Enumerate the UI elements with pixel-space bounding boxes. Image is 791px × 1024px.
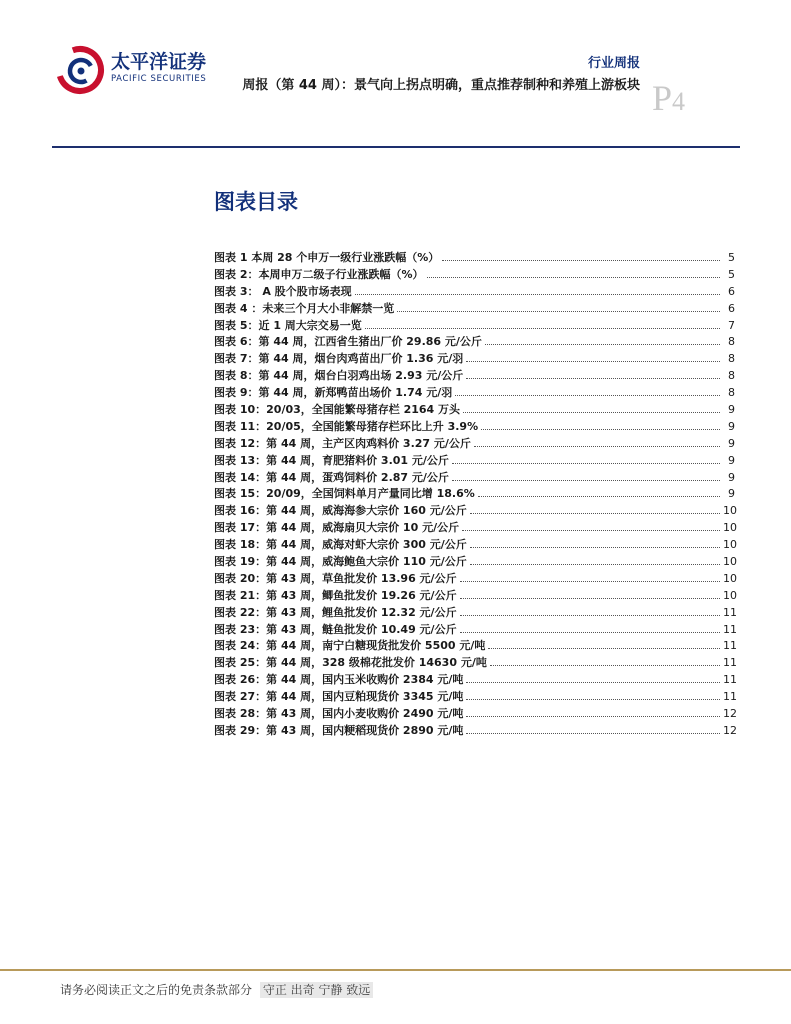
toc-entry[interactable] — [214, 284, 735, 301]
header-divider — [52, 146, 740, 148]
toc-entry-label: 图表 17：第 44 周，威海扇贝大宗价 10 元/公斤 — [214, 521, 460, 535]
toc-dot-leader — [460, 581, 720, 582]
toc-entry[interactable] — [214, 571, 735, 588]
toc-dot-leader — [452, 463, 720, 464]
toc-entry[interactable] — [214, 419, 735, 436]
toc-entry-page: 5 — [728, 251, 735, 264]
toc-entry[interactable] — [214, 402, 735, 419]
toc-entry[interactable] — [214, 250, 735, 267]
toc-entry-label: 图表 8：第 44 周，烟台白羽鸡出场 2.93 元/公斤 — [214, 369, 464, 383]
toc-dot-leader — [466, 361, 720, 362]
toc-entry-page: 10 — [723, 588, 737, 602]
toc-entry-label: 图表 23：第 43 周，鲢鱼批发价 10.49 元/公斤 — [214, 622, 457, 636]
toc-entry[interactable] — [214, 706, 735, 723]
toc-entry-label: 图表 25：第 44 周，328 级棉花批发价 14630 元/吨 — [214, 656, 487, 670]
toc-entry-page: 11 — [723, 673, 737, 687]
toc-entry-label: 图表 28：第 43 周，国内小麦收购价 2490 元/吨 — [214, 707, 464, 721]
toc-entry[interactable] — [214, 537, 735, 554]
toc-entry-label: 图表 24：第 44 周，南宁白糖现货批发价 5500 元/吨 — [214, 639, 486, 653]
toc-dot-leader — [485, 344, 720, 345]
toc-entry[interactable] — [214, 588, 735, 605]
toc-entry[interactable] — [214, 334, 735, 351]
page-letter: P — [652, 78, 673, 118]
toc-entry[interactable] — [214, 689, 735, 706]
toc-entry[interactable] — [214, 723, 735, 740]
toc-entry-page: 8 — [728, 369, 735, 383]
page-number-badge — [652, 78, 685, 122]
toc-entry[interactable] — [214, 318, 735, 335]
table-of-figures — [214, 250, 735, 740]
toc-dot-leader — [463, 412, 720, 413]
report-title: 周报（第 44 周）：景气向上拐点明确，重点推荐制种和养殖上游板块 — [242, 78, 640, 93]
toc-entry-page: 7 — [728, 318, 735, 332]
toc-dot-leader — [452, 480, 720, 481]
toc-entry-label: 图表 2：本周申万二级子行业涨跌幅（%） — [214, 267, 424, 281]
toc-entry-label: 图表 5：近 1 周大宗交易一览 — [214, 318, 362, 332]
toc-entry-label: 图表 6：第 44 周，江西省生猪出厂价 29.86 元/公斤 — [214, 335, 482, 349]
toc-entry-label: 图表 26：第 44 周，国内玉米收购价 2384 元/吨 — [214, 673, 464, 687]
toc-entry-page: 8 — [728, 386, 735, 400]
toc-entry[interactable] — [214, 672, 735, 689]
toc-entry-page: 11 — [723, 656, 737, 670]
toc-entry-label: 图表 12：第 44 周，主产区肉鸡料价 3.27 元/公斤 — [214, 436, 471, 450]
footer-disclaimer: 请务必阅读正文之后的免责条款部分 — [60, 983, 253, 997]
toc-dot-leader — [466, 378, 720, 379]
toc-entry-page: 10 — [723, 538, 737, 552]
toc-entry-label: 图表 16：第 44 周，威海海参大宗价 160 元/公斤 — [214, 504, 467, 518]
toc-entry-page: 6 — [728, 284, 735, 298]
toc-dot-leader — [460, 615, 720, 616]
toc-entry-page: 10 — [723, 571, 737, 585]
toc-entry-page: 5 — [728, 267, 735, 281]
toc-dot-leader — [481, 429, 720, 430]
toc-entry[interactable] — [214, 470, 735, 487]
page-header — [0, 0, 791, 150]
toc-dot-leader — [474, 446, 720, 447]
toc-entry-page: 6 — [728, 301, 735, 315]
toc-entry-page: 9 — [728, 453, 735, 467]
footer-divider — [0, 969, 791, 971]
toc-entry-label: 图表 18：第 44 周，威海对虾大宗价 300 元/公斤 — [214, 538, 467, 552]
toc-entry-label: 图表 20：第 43 周，草鱼批发价 13.96 元/公斤 — [214, 571, 457, 585]
toc-entry[interactable] — [214, 385, 735, 402]
toc-entry-page: 11 — [723, 605, 737, 619]
toc-dot-leader — [466, 699, 720, 700]
toc-entry[interactable] — [214, 351, 735, 368]
toc-entry[interactable] — [214, 554, 735, 571]
toc-entry-label: 图表 22：第 43 周，鲤鱼批发价 12.32 元/公斤 — [214, 605, 457, 619]
toc-entry-page: 11 — [723, 622, 737, 636]
toc-heading: 图表目录 — [214, 190, 298, 214]
toc-dot-leader — [466, 682, 720, 683]
toc-entry-label: 图表 9：第 44 周，新郑鸭苗出场价 1.74 元/羽 — [214, 386, 453, 400]
toc-dot-leader — [397, 311, 720, 312]
toc-dot-leader — [466, 733, 720, 734]
toc-entry-page: 9 — [728, 436, 735, 450]
toc-entry-label: 图表 3： A 股个股市场表现 — [214, 284, 352, 298]
toc-entry-page: 9 — [728, 419, 735, 433]
toc-dot-leader — [455, 395, 720, 396]
company-logo — [54, 43, 214, 95]
toc-dot-leader — [478, 496, 720, 497]
toc-dot-leader — [470, 564, 720, 565]
toc-entry[interactable] — [214, 368, 735, 385]
toc-entry[interactable] — [214, 267, 735, 284]
toc-entry[interactable] — [214, 503, 735, 520]
toc-entry-page: 11 — [723, 639, 737, 653]
page-footer — [60, 981, 373, 998]
toc-entry[interactable] — [214, 301, 735, 318]
toc-entry-page: 9 — [728, 470, 735, 484]
toc-entry[interactable] — [214, 436, 735, 453]
toc-dot-leader — [488, 648, 720, 649]
toc-dot-leader — [490, 665, 720, 666]
pacific-securities-logo-icon — [54, 43, 106, 95]
toc-entry-page: 8 — [728, 335, 735, 349]
toc-entry-page: 10 — [723, 521, 737, 535]
toc-dot-leader — [355, 294, 720, 295]
toc-entry-label: 图表 7：第 44 周，烟台肉鸡苗出厂价 1.36 元/羽 — [214, 352, 464, 366]
toc-dot-leader — [365, 328, 720, 329]
toc-entry[interactable] — [214, 520, 735, 537]
footer-motto: 守正 出奇 宁静 致远 — [260, 982, 373, 998]
toc-dot-leader — [460, 632, 720, 633]
toc-entry-page: 12 — [723, 723, 737, 737]
toc-dot-leader — [466, 716, 720, 717]
toc-entry-page: 8 — [728, 352, 735, 366]
toc-entry-label: 图表 21：第 43 周，鲫鱼批发价 19.26 元/公斤 — [214, 588, 457, 602]
logo-english-name: PACIFIC SECURITIES — [111, 74, 207, 84]
toc-dot-leader — [470, 513, 720, 514]
toc-dot-leader — [442, 260, 720, 261]
toc-entry-label: 图表 15：20/09，全国饲料单月产量同比增 18.6% — [214, 487, 475, 501]
report-type: 行业周报 — [587, 56, 640, 71]
toc-entry-page: 9 — [728, 403, 735, 417]
toc-entry-label: 图表 27：第 44 周，国内豆粕现货价 3345 元/吨 — [214, 690, 464, 704]
toc-entry-label: 图表 19：第 44 周，威海鲍鱼大宗价 110 元/公斤 — [214, 555, 467, 569]
toc-entry[interactable] — [214, 655, 735, 672]
toc-entry-page: 10 — [723, 555, 737, 569]
toc-entry-page: 9 — [728, 487, 735, 501]
toc-dot-leader — [460, 598, 720, 599]
toc-entry-label: 图表 10：20/03，全国能繁母猪存栏 2164 万头 — [214, 403, 461, 417]
toc-dot-leader — [462, 530, 720, 531]
toc-entry[interactable] — [214, 605, 735, 622]
toc-entry-label: 图表 11：20/05，全国能繁母猪存栏环比上升 3.9% — [214, 419, 479, 433]
toc-entry-label: 图表 13：第 44 周，育肥猪料价 3.01 元/公斤 — [214, 453, 449, 467]
toc-dot-leader — [427, 277, 720, 278]
toc-entry-label: 图表 14：第 44 周，蛋鸡饲料价 2.87 元/公斤 — [214, 470, 449, 484]
toc-entry-page: 12 — [723, 707, 737, 721]
toc-dot-leader — [470, 547, 720, 548]
toc-entry[interactable] — [214, 486, 735, 503]
toc-entry[interactable] — [214, 638, 735, 655]
page-number: 4 — [672, 87, 686, 116]
toc-entry-label: 图表 4 ：未来三个月大小非解禁一览 — [214, 301, 395, 315]
toc-entry[interactable] — [214, 622, 735, 639]
toc-entry[interactable] — [214, 453, 735, 470]
toc-entry-label: 图表 1 本周 28 个申万一级行业涨跌幅（%） — [214, 251, 440, 264]
toc-entry-label: 图表 29：第 43 周，国内粳稻现货价 2890 元/吨 — [214, 723, 464, 737]
toc-entry-page: 11 — [723, 690, 737, 704]
toc-entry-page: 10 — [723, 504, 737, 518]
logo-chinese-name: 太平洋证券 — [111, 51, 207, 73]
